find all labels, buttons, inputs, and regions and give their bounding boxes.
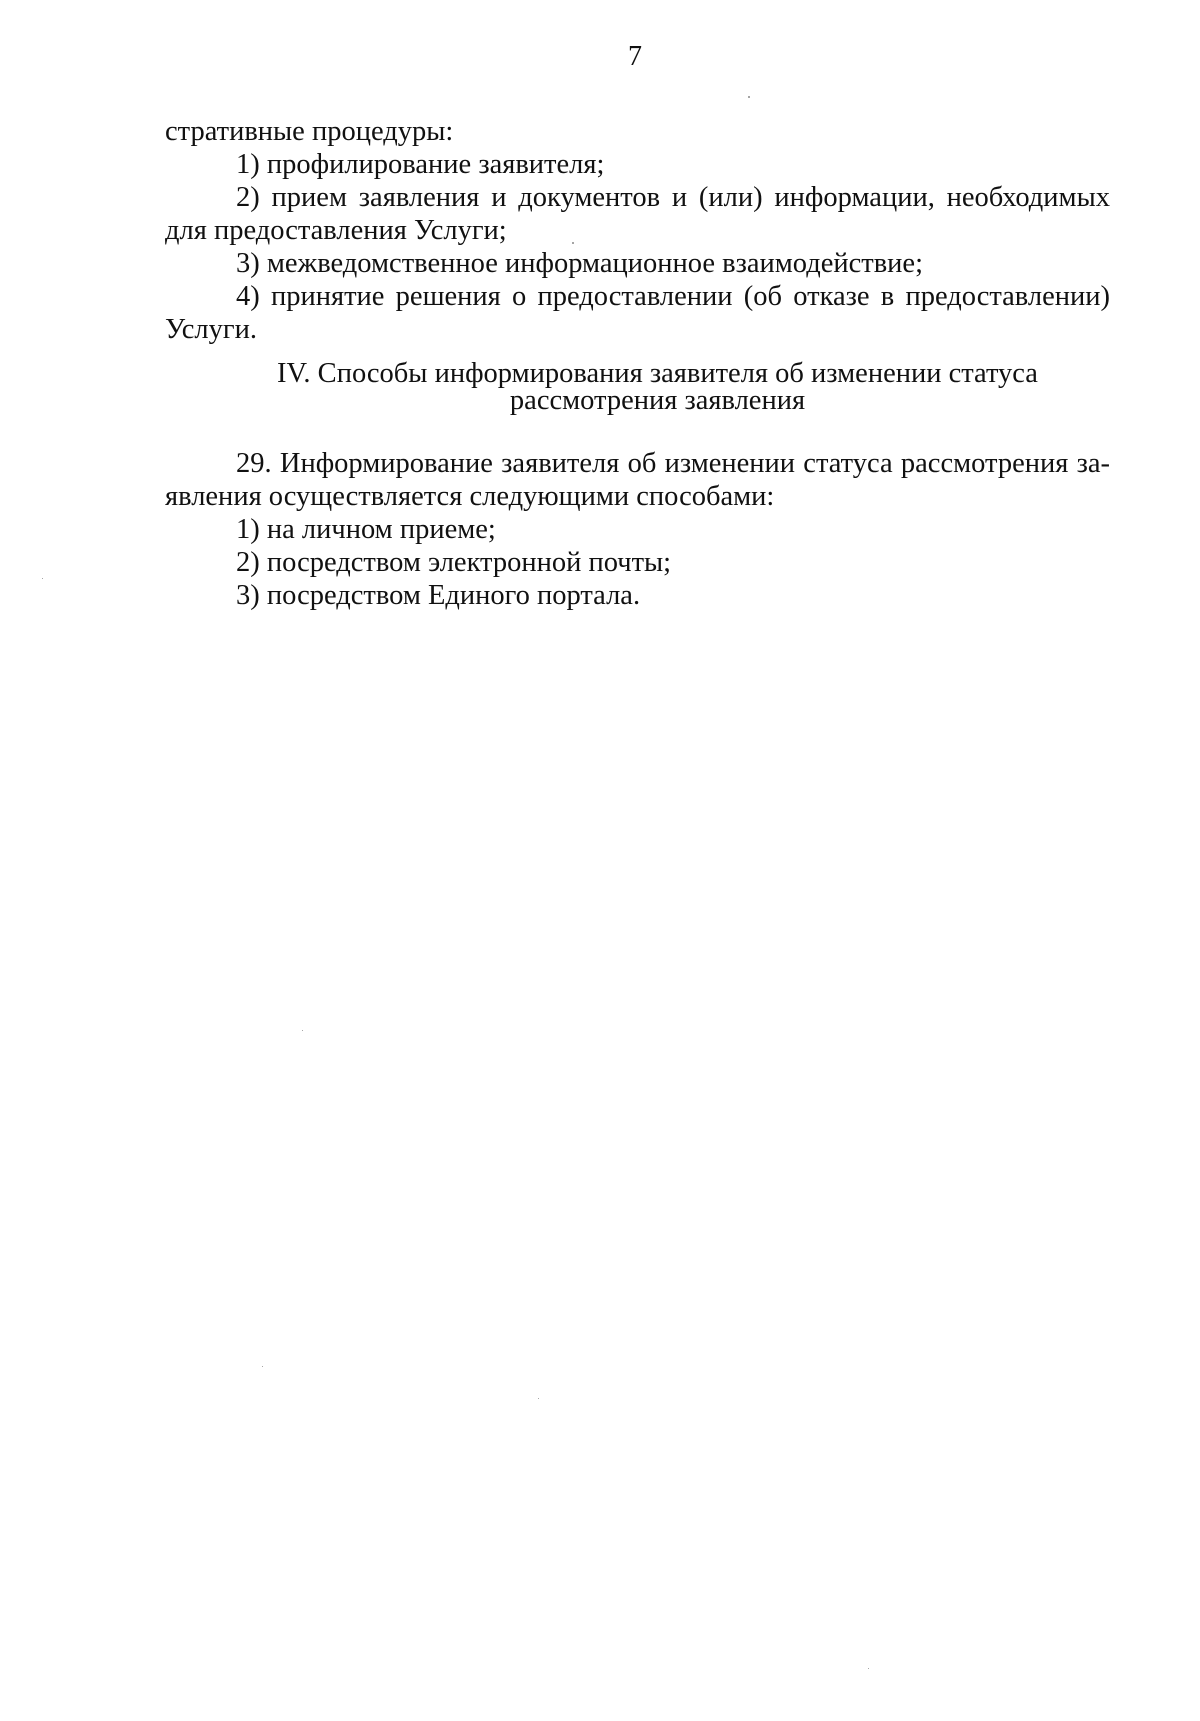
list-item-4-line-1: 4) принятие решения о предоставлении (об отказе в предоставлении) xyxy=(236,281,1110,312)
list-item-2-line-2: для предоставления Услуги; xyxy=(165,215,507,246)
clause-29-item-2: 2) посредством электронной почты; xyxy=(236,547,672,578)
clause-29-line-1: 29. Информирование заявителя об изменении статуса рассмотрения за- xyxy=(236,448,1110,479)
section-heading xyxy=(165,360,1130,414)
list-item-1: 1) профилирование заявителя; xyxy=(236,149,605,180)
scan-speck xyxy=(42,578,43,579)
scan-speck xyxy=(572,242,574,244)
list-item-4-line-2: Услуги. xyxy=(165,314,257,345)
list-item-3: 3) межведомственное информационное взаимодействие; xyxy=(236,248,923,279)
scan-speck xyxy=(262,1366,263,1367)
document-body xyxy=(165,115,1110,612)
spacer xyxy=(165,414,1110,447)
clause-29-item-1: 1) на личном приеме; xyxy=(236,514,496,545)
list-item-2-line-1: 2) прием заявления и документов и (или) информации, необходимых xyxy=(236,182,1110,213)
clause-29-item-3: 3) посредством Единого портала. xyxy=(236,580,641,611)
clause-29-line-2: явления осуществляется следующими способами: xyxy=(165,481,775,512)
section-heading-line-2: рассмотрения заявления xyxy=(509,385,806,416)
section-heading-line-1: IV. Способы информирования заявителя об изменении статуса xyxy=(277,358,1038,389)
page-number: 7 xyxy=(628,41,642,72)
scan-speck xyxy=(868,1668,869,1669)
scan-speck xyxy=(538,1398,539,1399)
scan-speck xyxy=(302,1030,303,1031)
scan-speck xyxy=(748,96,750,98)
continuation-line: стративные процедуры: xyxy=(165,116,454,147)
